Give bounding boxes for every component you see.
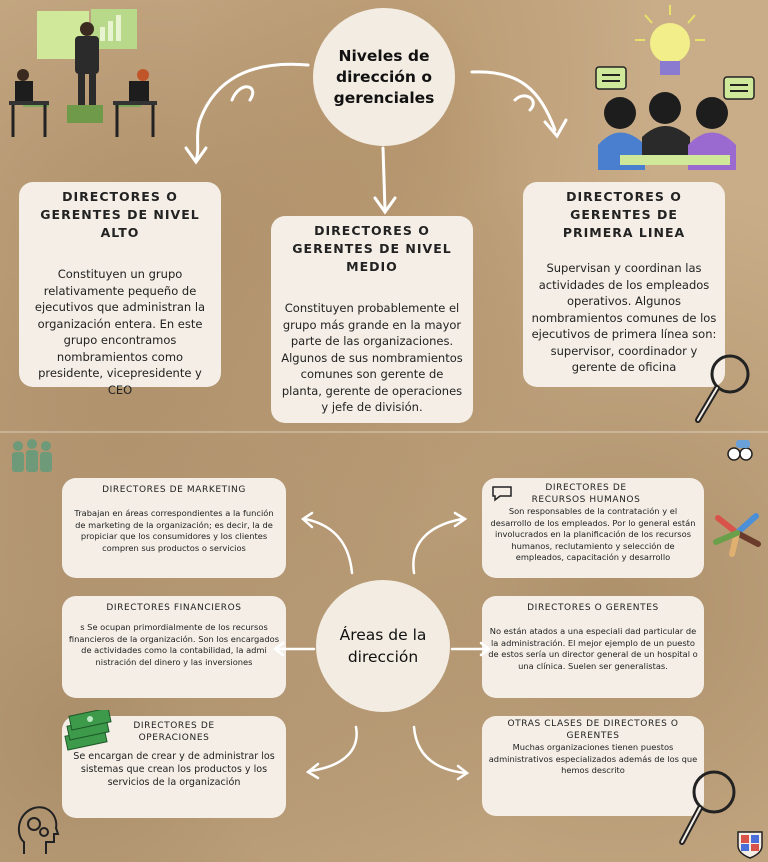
levels-center-label: Niveles de dirección o gerenciales bbox=[333, 46, 435, 107]
group-people-icon bbox=[8, 438, 56, 474]
crest-icon bbox=[736, 830, 764, 860]
card-text: Supervisan y coordinan las actividades de los empleados operativos. Algunos nombramientos comunes de los ejecutivos de primera línea son: supervisor, coordinador y gerente de oficina bbox=[531, 261, 717, 374]
areas-center-label: Áreas de la dirección bbox=[339, 626, 427, 666]
arrows-bottom bbox=[0, 431, 768, 862]
card-title: DIRECTORES DE OPERACIONES bbox=[133, 721, 215, 743]
card-text: Se encargan de crear y de administrar los sistemas que crean los productos y los servicios de la organización bbox=[73, 751, 275, 788]
head-gears-icon bbox=[14, 802, 60, 856]
magnifier-icon bbox=[692, 350, 756, 428]
hands-teamwork-icon bbox=[712, 508, 762, 558]
card-text: Constituyen probablemente el grupo más grande en la mayor parte de las organizaciones. Algunos de sus nombramientos comunes son gerente de planta, gerente de operaciones y jefe de división. bbox=[281, 301, 463, 414]
speech-bubble-icon bbox=[490, 484, 514, 502]
office-meeting-icon bbox=[5, 5, 165, 145]
money-stack-icon bbox=[62, 710, 112, 752]
card-title: DIRECTORES DE MARKETING bbox=[102, 485, 246, 495]
card-text: Muchas organizaciones tienen puestos administrativos especializados además de los que hemos descrito bbox=[488, 742, 698, 775]
card-title: DIRECTORES DE RECURSOS HUMANOS bbox=[531, 483, 641, 505]
card-text: Trabajan en áreas correspondientes a la función de marketing de la organización; es decir, la de propiciar que los consumidores y los clientes compren sus productos o servicios bbox=[74, 508, 274, 553]
card-title: DIRECTORES O GERENTES DE PRIMERA LINEA bbox=[562, 189, 686, 240]
card-text: Constituyen un grupo relativamente pequeño de ejecutivos que administran la organización entera. En este grupo encontramos nombramientos como presidente, vicepresidente y CEO bbox=[34, 267, 206, 397]
card-title: OTRAS CLASES DE DIRECTORES O GERENTES bbox=[507, 719, 679, 741]
card-title: DIRECTORES FINANCIEROS bbox=[106, 603, 242, 613]
card-title: DIRECTORES O GERENTES DE NIVEL MEDIO bbox=[292, 223, 452, 274]
card-text: Son responsables de la contratación y el desarrollo de los empleados. Por lo general están involucrados en la planificación de los recursos humanos, reclutamiento y selección de empleados, capacitación y desarrollo bbox=[490, 506, 696, 562]
teamwork-idea-icon bbox=[590, 5, 760, 170]
card-text: s Se ocupan primordialmente de los recursos financieros de la organización. Son los encargados de actividades como la contabilidad, la admi nistración del dinero y las inversiones bbox=[68, 622, 280, 667]
card-title: DIRECTORES O GERENTES DE NIVEL ALTO bbox=[40, 189, 200, 240]
card-title: DIRECTORES O GERENTES bbox=[527, 603, 659, 613]
card-text: No están atados a una especiali dad particular de la administración. El mejor ejemplo de un puesto de estos sería un director general de un hospital o una clínica. Suelen ser generalistas. bbox=[488, 626, 698, 671]
magnifier-bottom-icon bbox=[676, 768, 738, 850]
chat-people-icon bbox=[724, 438, 756, 466]
